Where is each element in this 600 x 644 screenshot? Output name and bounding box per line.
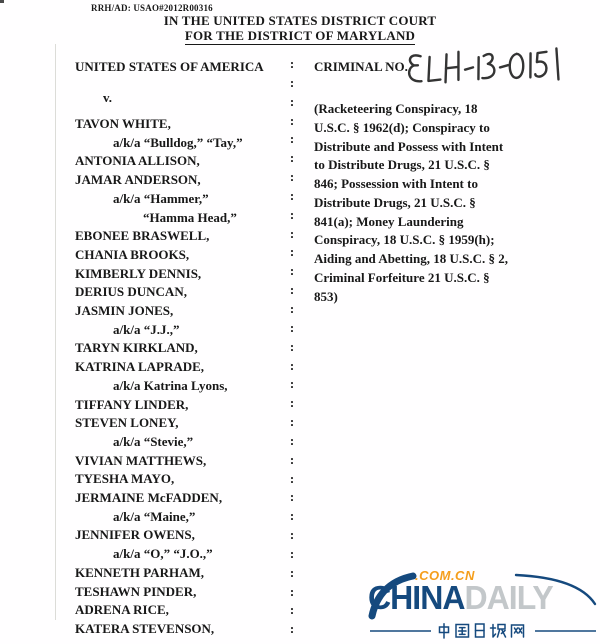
defendant-line: ADRENA RICE, bbox=[75, 602, 169, 618]
defendant-list bbox=[75, 115, 297, 639]
defendant-line: JERMAINE McFADDEN, bbox=[75, 490, 223, 506]
defendant-line: a/k/a “Hammer,” bbox=[113, 190, 209, 206]
caption-colon: : bbox=[289, 206, 295, 222]
court-title bbox=[0, 13, 600, 45]
caption-colon: : bbox=[289, 395, 295, 411]
charges-text bbox=[314, 100, 544, 306]
caption-colon: : bbox=[289, 583, 295, 599]
caption-colon: : bbox=[289, 508, 295, 524]
defendant-line: a/k/a “Maine,” bbox=[113, 508, 196, 524]
handwritten-case-number bbox=[403, 44, 564, 90]
caption-colon: : bbox=[289, 187, 295, 203]
chinese-name-glyphs bbox=[437, 623, 529, 639]
caption-colon: : bbox=[289, 564, 295, 580]
caption-colon: : bbox=[289, 357, 295, 373]
charges-line: Criminal Forfeiture 21 U.S.C. § bbox=[314, 269, 490, 285]
defendant-line: a/k/a Katrina Lyons, bbox=[113, 377, 228, 393]
caption-colon: : bbox=[289, 112, 295, 128]
caption-left-column bbox=[75, 57, 297, 639]
charges-line: 846; Possession with Intent to bbox=[314, 176, 478, 191]
caption-colon: : bbox=[289, 225, 295, 241]
defendant-line: a/k/a “Bulldog,” “Tay,” bbox=[113, 134, 243, 150]
caption-colon: : bbox=[289, 621, 295, 637]
defendant-line: JASMIN JONES, bbox=[75, 303, 174, 319]
chinadaily-wordmark bbox=[368, 581, 553, 614]
caption-colon: : bbox=[289, 131, 295, 147]
defendant-line: KATRINA LAPRADE, bbox=[75, 359, 205, 375]
caption-colon: : bbox=[289, 602, 295, 618]
defendant-line: TYESHA MAYO, bbox=[75, 471, 175, 487]
chinadaily-wordmark-daily: DAILY bbox=[464, 579, 553, 616]
defendant-line: JAMAR ANDERSON, bbox=[75, 172, 201, 188]
criminal-number-label: CRIMINAL NO. bbox=[314, 59, 408, 74]
caption-colon: : bbox=[289, 282, 295, 298]
court-title-line2: FOR THE DISTRICT OF MARYLAND bbox=[184, 28, 416, 43]
charges-line: Aiding and Abetting, 18 U.S.C. § 2, bbox=[314, 251, 508, 266]
handwritten-case-number-strokes bbox=[403, 44, 564, 90]
caption-colon: : bbox=[289, 489, 295, 505]
plaintiff-name: UNITED STATES OF AMERICA bbox=[75, 59, 264, 74]
caption-right-column bbox=[314, 57, 544, 306]
defendant-line: CHANIA BROOKS, bbox=[75, 246, 190, 262]
caption-colon: : bbox=[289, 432, 295, 448]
defendant-line: TESHAWN PINDER, bbox=[75, 583, 197, 599]
divider-line-right bbox=[535, 630, 596, 632]
divider-line-left bbox=[370, 630, 431, 632]
caption-colon: : bbox=[289, 470, 295, 486]
caption-colon: : bbox=[289, 169, 295, 185]
defendant-line: KATERA STEVENSON, bbox=[75, 620, 215, 636]
caption-colon: : bbox=[289, 414, 295, 430]
charges-line: to Distribute Drugs, 21 U.S.C. § bbox=[314, 157, 490, 173]
caption-colon: : bbox=[289, 338, 295, 354]
caption-colon: : bbox=[289, 300, 295, 316]
defendant-line: a/k/a “O,” “J.O.,” bbox=[113, 546, 213, 562]
defendant-line: TAVON WHITE, bbox=[75, 116, 171, 131]
caption-colon: : bbox=[289, 376, 295, 392]
charges-line: 841(a); Money Laundering bbox=[314, 213, 464, 229]
defendant-line: TARYN KIRKLAND, bbox=[75, 340, 198, 356]
defendant-line: ANTONIA ALLISON, bbox=[75, 153, 200, 169]
charges-line: Distribute and Possess with Intent bbox=[314, 138, 504, 154]
caption-colon: : bbox=[289, 150, 295, 166]
scan-artifact-line bbox=[55, 44, 56, 620]
caption-separator-colons bbox=[288, 55, 296, 639]
defendant-line: EBONEE BRASWELL, bbox=[75, 228, 210, 244]
caption-colon: : bbox=[289, 319, 295, 335]
defendant-line: JENNIFER OWENS, bbox=[75, 527, 195, 543]
versus-label: v. bbox=[103, 90, 113, 105]
caption-colon: : bbox=[289, 263, 295, 279]
chinadaily-chinese-row bbox=[370, 623, 596, 639]
court-title-line1: IN THE UNITED STATES DISTRICT COURT bbox=[163, 13, 437, 28]
charges-line: Conspiracy, 18 U.S.C. § 1959(h); bbox=[314, 232, 495, 248]
defendant-line: VIVIAN MATTHEWS, bbox=[75, 452, 207, 468]
defendant-line: a/k/a “Stevie,” bbox=[113, 433, 194, 449]
defendant-line: KIMBERLY DENNIS, bbox=[75, 265, 202, 281]
defendant-line: STEVEN LONEY, bbox=[75, 415, 179, 431]
charges-line: U.S.C. § 1962(d); Conspiracy to bbox=[314, 119, 490, 135]
chinadaily-wordmark-china: CHINA bbox=[368, 579, 465, 616]
defendant-line: a/k/a “J.J.,” bbox=[113, 321, 180, 337]
caption-colon: : bbox=[289, 244, 295, 260]
caption-colon: : bbox=[289, 545, 295, 561]
caption-colon: : bbox=[289, 74, 295, 90]
charges-line: 853) bbox=[314, 288, 338, 304]
caption-colon: : bbox=[289, 93, 295, 109]
defendant-line: DERIUS DUNCAN, bbox=[75, 284, 187, 300]
scan-speck bbox=[0, 0, 4, 3]
charges-line: (Racketeering Conspiracy, 18 bbox=[314, 101, 478, 116]
defendant-line: “Hamma Head,” bbox=[143, 209, 237, 225]
usao-reference-number: RRH/AD: USAO#2012R00316 bbox=[91, 3, 213, 13]
charges-line: Distribute Drugs, 21 U.S.C. § bbox=[314, 194, 476, 210]
chinadaily-domain: .COM.CN bbox=[415, 568, 475, 583]
defendant-line: TIFFANY LINDER, bbox=[75, 396, 189, 412]
caption-colon: : bbox=[289, 56, 295, 71]
chinadaily-watermark bbox=[368, 570, 598, 643]
caption-colon: : bbox=[289, 527, 295, 543]
defendant-line: KENNETH PARHAM, bbox=[75, 564, 205, 580]
criminal-number-line bbox=[314, 57, 544, 76]
caption-colon: : bbox=[289, 451, 295, 467]
